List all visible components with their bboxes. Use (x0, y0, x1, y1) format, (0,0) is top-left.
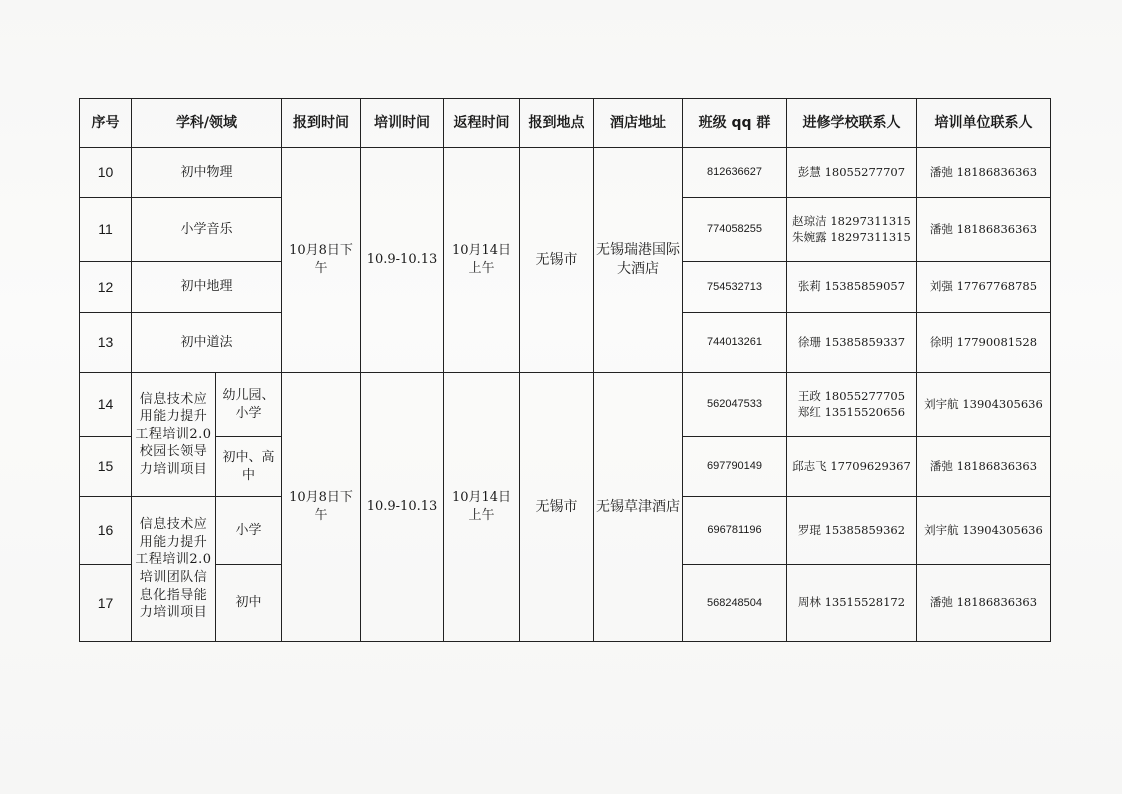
header-return-time: 返程时间 (444, 99, 520, 148)
header-subject: 学科/领域 (132, 99, 282, 148)
program-name-cell: 信息技术应用能力提升工程培训2.0培训团队信息化指导能力培训项目 (132, 497, 216, 642)
subject-cell: 初中物理 (132, 148, 282, 198)
location-cell: 无锡市 (520, 373, 594, 642)
seq-cell: 11 (80, 198, 132, 262)
hotel-cell: 无锡草津酒店 (594, 373, 683, 642)
subject-cell: 小学音乐 (132, 198, 282, 262)
seq-cell: 16 (80, 497, 132, 565)
return-time-cell: 10月14日上午 (444, 148, 520, 373)
program-name-cell: 信息技术应用能力提升工程培训2.0校园长领导力培训项目 (132, 373, 216, 497)
table-row (80, 373, 1051, 437)
qq-cell: 697790149 (683, 437, 787, 497)
school-contact-cell (787, 437, 917, 497)
seq-cell: 10 (80, 148, 132, 198)
contact-line: 罗琨 15385859362 (797, 522, 906, 537)
contact-line: 王政 18055277705 (797, 388, 906, 403)
header-arrival-time: 报到时间 (282, 99, 361, 148)
contact-line: 彭慧 18055277707 (797, 164, 906, 179)
contact-line: 赵琼洁 18297311315 (792, 213, 911, 228)
header-school-contact: 进修学校联系人 (787, 99, 917, 148)
school-contact-cell (787, 565, 917, 642)
qq-cell: 696781196 (683, 497, 787, 565)
school-contact-cell (787, 373, 917, 437)
seq-cell: 13 (80, 313, 132, 373)
contact-line: 徐珊 15385859337 (797, 334, 906, 349)
unit-contact-cell: 刘强 17767768785 (917, 262, 1051, 313)
unit-contact-cell: 刘宇航 13904305636 (917, 497, 1051, 565)
arrival-time-cell: 10月8日下午 (282, 148, 361, 373)
school-contact-cell (787, 313, 917, 373)
training-schedule-table (79, 98, 1051, 642)
level-cell: 幼儿园、小学 (216, 373, 282, 437)
hotel-cell: 无锡瑞港国际大酒店 (594, 148, 683, 373)
qq-cell: 774058255 (683, 198, 787, 262)
school-contact-cell (787, 198, 917, 262)
qq-cell: 562047533 (683, 373, 787, 437)
seq-cell: 15 (80, 437, 132, 497)
unit-contact-cell: 刘宇航 13904305636 (917, 373, 1051, 437)
training-time-cell: 10.9-10.13 (361, 373, 444, 642)
school-contact-cell (787, 497, 917, 565)
contact-line: 朱婉露 18297311315 (792, 229, 911, 244)
unit-contact-cell: 潘弛 18186836363 (917, 148, 1051, 198)
school-contact-cell (787, 148, 917, 198)
level-cell: 初中、高中 (216, 437, 282, 497)
subject-cell: 初中地理 (132, 262, 282, 313)
unit-contact-cell: 潘弛 18186836363 (917, 437, 1051, 497)
qq-cell: 568248504 (683, 565, 787, 642)
unit-contact-cell: 潘弛 18186836363 (917, 198, 1051, 262)
header-training-time: 培训时间 (361, 99, 444, 148)
qq-cell: 744013261 (683, 313, 787, 373)
training-time-cell: 10.9-10.13 (361, 148, 444, 373)
header-seq: 序号 (80, 99, 132, 148)
qq-cell: 812636627 (683, 148, 787, 198)
contact-line: 张莉 15385859057 (797, 279, 906, 294)
school-contact-cell (787, 262, 917, 313)
header-location: 报到地点 (520, 99, 594, 148)
location-cell: 无锡市 (520, 148, 594, 373)
contact-line: 郑红 13515520656 (797, 404, 906, 419)
level-cell: 小学 (216, 497, 282, 565)
table-header-row (80, 99, 1051, 148)
unit-contact-cell: 潘弛 18186836363 (917, 565, 1051, 642)
seq-cell: 14 (80, 373, 132, 437)
qq-cell: 754532713 (683, 262, 787, 313)
subject-cell: 初中道法 (132, 313, 282, 373)
unit-contact-cell: 徐明 17790081528 (917, 313, 1051, 373)
return-time-cell: 10月14日上午 (444, 373, 520, 642)
seq-cell: 12 (80, 262, 132, 313)
contact-line: 周林 13515528172 (797, 595, 906, 610)
header-hotel: 酒店地址 (594, 99, 683, 148)
level-cell: 初中 (216, 565, 282, 642)
arrival-time-cell: 10月8日下午 (282, 373, 361, 642)
seq-cell: 17 (80, 565, 132, 642)
table-row (80, 148, 1051, 198)
header-unit-contact: 培训单位联系人 (917, 99, 1051, 148)
header-qq-group: 班级 qq 群 (683, 99, 787, 148)
contact-line: 邱志飞 17709629367 (792, 458, 911, 473)
